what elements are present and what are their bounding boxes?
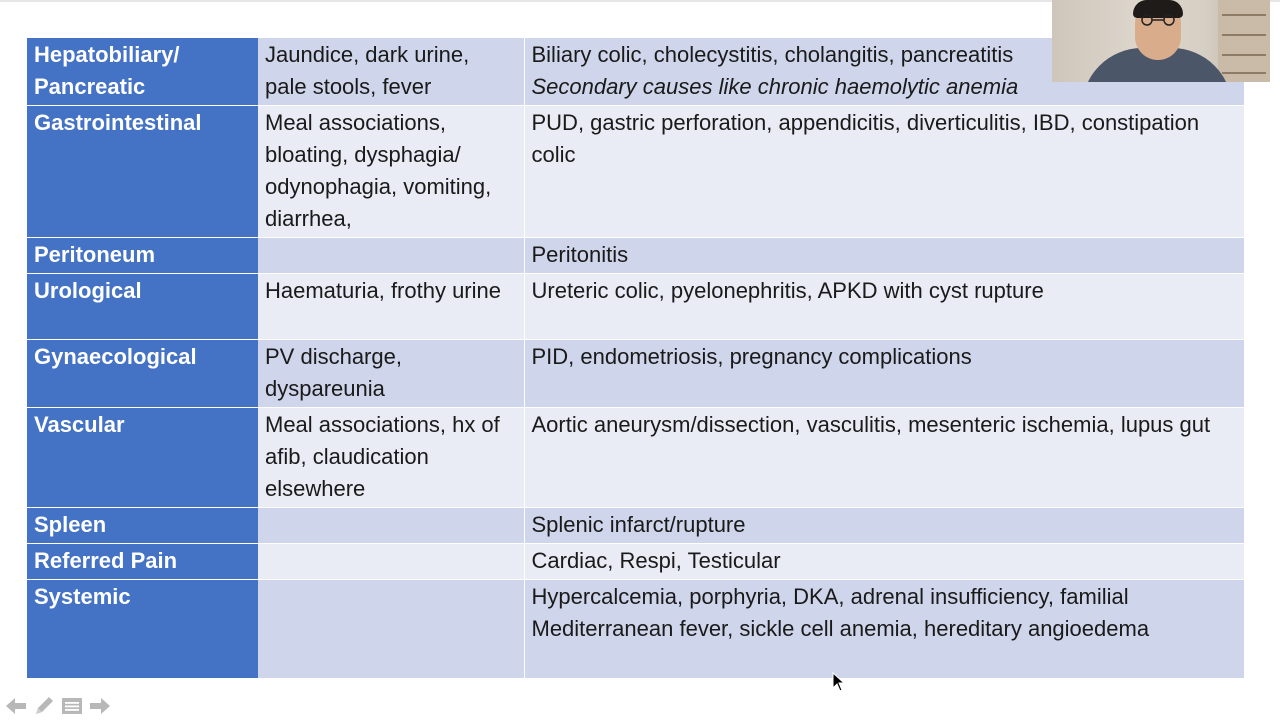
causes-cell: PUD, gastric perforation, appendicitis, diverticulitis, IBD, constipation colic bbox=[524, 106, 1244, 238]
arrow-left-icon[interactable] bbox=[4, 694, 28, 718]
category-cell: Urological bbox=[27, 274, 258, 340]
glasses-icon bbox=[1136, 14, 1180, 26]
symptoms-cell: PV discharge, dyspareunia bbox=[258, 340, 524, 408]
causes-cell: Hypercalcemia, porphyria, DKA, adrenal insufficiency, familial Mediterranean fever, sickle cell anemia, hereditary angioedema bbox=[524, 580, 1244, 679]
causes-cell: Aortic aneurysm/dissection, vasculitis, mesenteric ischemia, lupus gut bbox=[524, 408, 1244, 508]
category-cell: Peritoneum bbox=[27, 238, 258, 274]
table-row bbox=[27, 408, 1244, 508]
table-row bbox=[27, 340, 1244, 408]
presenter-webcam bbox=[1052, 0, 1270, 82]
slideshow-controls bbox=[4, 694, 112, 718]
differential-table bbox=[27, 38, 1244, 679]
category-cell: Gynaecological bbox=[27, 340, 258, 408]
category-cell: Systemic bbox=[27, 580, 258, 679]
table-row bbox=[27, 106, 1244, 238]
symptoms-cell: Haematuria, frothy urine bbox=[258, 274, 524, 340]
causes-text: Biliary colic, cholecystitis, cholangitis, pancreatitis bbox=[531, 42, 1014, 67]
causes-cell: Splenic infarct/rupture bbox=[524, 508, 1244, 544]
category-cell: Spleen bbox=[27, 508, 258, 544]
causes-cell: Ureteric colic, pyelonephritis, APKD with cyst rupture bbox=[524, 274, 1244, 340]
symptoms-cell: Meal associations, hx of afib, claudication elsewhere bbox=[258, 408, 524, 508]
category-cell: Gastrointestinal bbox=[27, 106, 258, 238]
mouse-cursor-icon bbox=[832, 672, 846, 692]
symptoms-cell bbox=[258, 238, 524, 274]
table-row bbox=[27, 274, 1244, 340]
symptoms-cell bbox=[258, 508, 524, 544]
causes-cell: Cardiac, Respi, Testicular bbox=[524, 544, 1244, 580]
category-cell: Hepatobiliary/ Pancreatic bbox=[27, 38, 258, 106]
arrow-right-icon[interactable] bbox=[88, 694, 112, 718]
table-row bbox=[27, 544, 1244, 580]
table-row bbox=[27, 508, 1244, 544]
pen-icon[interactable] bbox=[32, 694, 56, 718]
table-row bbox=[27, 580, 1244, 679]
causes-cell: Peritonitis bbox=[524, 238, 1244, 274]
symptoms-cell: Jaundice, dark urine, pale stools, fever bbox=[258, 38, 524, 106]
menu-icon[interactable] bbox=[60, 694, 84, 718]
category-cell: Referred Pain bbox=[27, 544, 258, 580]
symptoms-cell bbox=[258, 580, 524, 679]
category-cell: Vascular bbox=[27, 408, 258, 508]
background-shelf bbox=[1218, 0, 1270, 82]
causes-cell: PID, endometriosis, pregnancy complications bbox=[524, 340, 1244, 408]
symptoms-cell bbox=[258, 544, 524, 580]
causes-italic-text: Secondary causes like chronic haemolytic anemia bbox=[531, 74, 1019, 99]
symptoms-cell: Meal associations, bloating, dysphagia/ odynophagia, vomiting, diarrhea, bbox=[258, 106, 524, 238]
table-row bbox=[27, 238, 1244, 274]
